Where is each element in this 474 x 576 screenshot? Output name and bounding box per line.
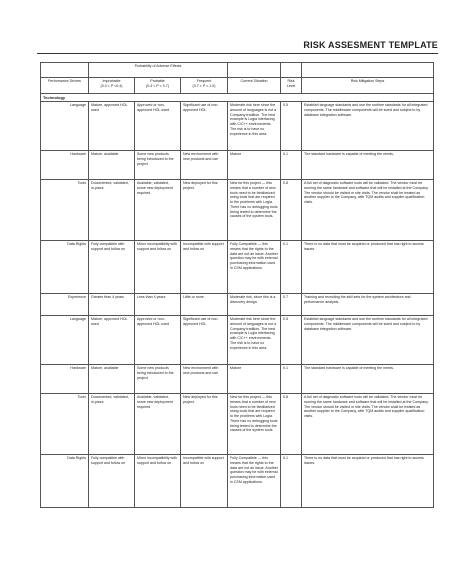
header-frequent (181, 78, 228, 94)
mitigation-cell: Training and recruiting the skill sets for the system architecture and performance analysis. (302, 294, 434, 316)
header-frequent-range: (0.7 < P < 1.0) (192, 83, 216, 88)
frequent-cell: Significant use of non-approved HOL (181, 316, 228, 365)
driver-cell: Language (41, 316, 89, 365)
table-row (41, 180, 434, 241)
header-probability: Probability of Adverse Effects (89, 63, 228, 78)
situation-cell: Moderate risk, since this is a discovery design. (228, 294, 281, 316)
section-row (41, 94, 434, 102)
risk-level-cell: 0.7 (281, 294, 302, 316)
mitigation-cell: Establish language standards and use the runtime standards for all integrated components. The middleware components will be sized and subject to by database integration software. (302, 102, 434, 151)
improbable-cell: Fully compatible with support and follow on (89, 241, 135, 294)
header-situation: Current Situation (228, 78, 281, 94)
improbable-cell: Fully compatible with support and follow on (89, 455, 135, 508)
improbable-cell: Mature, available (89, 365, 135, 394)
risk-level-cell: 0.5 (281, 102, 302, 151)
table-row (41, 394, 434, 455)
header-risk-level: Risk Level (281, 78, 302, 94)
header-probable-label: Probable (150, 79, 165, 83)
probable-cell: Minor incompatibility with support and follow on (135, 455, 181, 508)
probable-cell: Available, validated, some new deployment required (135, 180, 181, 241)
header-improbable (89, 78, 135, 94)
frequent-cell: Incompatible with support and follow on (181, 241, 228, 294)
situation-cell: Mature (228, 365, 281, 394)
situation-cell: Moderate risk here since the amount of languages is not a Company tradition. The best example is Logia interfacing with C/C++ environments. The risk is to have no experience in this area. (228, 316, 281, 365)
mitigation-cell: The standard hardware is capable of meeting the needs. (302, 151, 434, 180)
probable-cell: Less than 4 years (135, 294, 181, 316)
frequent-cell: New deployed for this project. (181, 180, 228, 241)
header-row-probability (41, 63, 434, 78)
page-title: RISK ASSESMENT TEMPLATE (303, 40, 438, 50)
table-row (41, 365, 434, 394)
risk-level-cell: 0.8 (281, 394, 302, 455)
improbable-cell: Greater than 4 years (89, 294, 135, 316)
probable-cell: Minor incompatibility with support and follow on (135, 241, 181, 294)
risk-level-cell: 0.1 (281, 455, 302, 508)
header-drivers: Performance Drivers (41, 78, 89, 94)
improbable-cell: Mature, approved HOL used (89, 316, 135, 365)
situation-cell: Mature (228, 151, 281, 180)
situation-cell: New for this project — this means that a number of new tools need to be familiarized using tools that are required to the problems with Logia. There has no debugging tools being tested to determine the causes of the system tools. (228, 180, 281, 241)
risk-assessment-table (40, 62, 434, 508)
improbable-cell: Mature, available (89, 151, 135, 180)
driver-cell: Tools (41, 394, 89, 455)
header-improbable-range: (0.0 < P <0.4) (100, 83, 123, 88)
driver-cell: Data Rights (41, 455, 89, 508)
situation-cell: Moderate risk here since the amount of languages is not a Company tradition. The best example is Logia interfacing with C/C++ environments. The risk is to have no experience in this area. (228, 102, 281, 151)
mitigation-cell: A full set of diagnostic software tools will be validated. The vendor must be running the same hardware and software that will be installed at the Company. The vendor should be visited or site visits. The vendor shall be treated as another supplier to the Company, with TQM audits and supplier qualification visits. (302, 394, 434, 455)
probable-cell: Available, validated, some new deployment required (135, 394, 181, 455)
header-probable (135, 78, 181, 94)
header-blank (41, 63, 89, 78)
table-row (41, 241, 434, 294)
frequent-cell: New environment with new products and use (181, 151, 228, 180)
frequent-cell: Incompatible with support and follow on (181, 455, 228, 508)
driver-cell: Experience (41, 294, 89, 316)
probable-cell: Approved or non-approved HOL used (135, 316, 181, 365)
risk-level-cell: 0.1 (281, 151, 302, 180)
probable-cell: Some new products being introduced to the project (135, 151, 181, 180)
risk-level-cell: 0.8 (281, 180, 302, 241)
table-row (41, 316, 434, 365)
table-row (41, 455, 434, 508)
driver-cell: Hardware (41, 151, 89, 180)
driver-cell: Data Rights (41, 241, 89, 294)
header-blank (228, 63, 281, 78)
driver-cell: Language (41, 102, 89, 151)
situation-cell: New for this project — this means that a number of new tools need to be familiarized using tools that are required to the problems with Logia. There has no debugging tools being tested to determine the causes of the system tools. (228, 394, 281, 455)
frequent-cell: Significant use of non-approved HOL (181, 102, 228, 151)
header-blank (281, 63, 302, 78)
improbable-cell: Mature, approved HOL used (89, 102, 135, 151)
header-frequent-label: Frequent (196, 79, 212, 83)
header-row-columns (41, 78, 434, 94)
probable-cell: Approved or non-approved HOL used (135, 102, 181, 151)
header-probable-range: (0.4 < P < 0.7) (146, 83, 169, 88)
risk-level-cell: 0.1 (281, 241, 302, 294)
title-divider (37, 53, 438, 54)
driver-cell: Tools (41, 180, 89, 241)
risk-level-cell: 0.1 (281, 365, 302, 394)
improbable-cell: Documented, validated, in-place (89, 180, 135, 241)
situation-cell: Fully Compatible — this means that the rights to the data are not an issue. Another question may be with external purchasing information used in CSM applications. (228, 455, 281, 508)
driver-cell: Hardware (41, 365, 89, 394)
header-blank (302, 63, 434, 78)
frequent-cell: New deployed for this project. (181, 394, 228, 455)
mitigation-cell: There is no data that must be acquired or produced that has right to access issues. (302, 241, 434, 294)
probable-cell: Some new products being introduced to the project (135, 365, 181, 394)
mitigation-cell: Establish language standards and use the runtime standards for all integrated components. The middleware components will be sized and subject to by database integration software. (302, 316, 434, 365)
section-technology: Technology (41, 94, 434, 102)
mitigation-cell: There is no data that must be acquired or produced that has right to access issues. (302, 455, 434, 508)
table-row (41, 151, 434, 180)
header-improbable-label: Improbable (102, 79, 121, 83)
mitigation-cell: A full set of diagnostic software tools will be validated. The vendor must be running the same hardware and software that will be installed at the Company. The vendor should be visited or site visits. The vendor shall be treated as another supplier to the Company, with TQM audits and supplier qualification visits. (302, 180, 434, 241)
mitigation-cell: The standard hardware is capable of meeting the needs. (302, 365, 434, 394)
table-row (41, 102, 434, 151)
table-row (41, 294, 434, 316)
risk-level-cell: 0.5 (281, 316, 302, 365)
situation-cell: Fully Compatible — this means that the rights to the data are not an issue. Another question may be with external purchasing information used in CSM applications. (228, 241, 281, 294)
improbable-cell: Documented, validated, in-place (89, 394, 135, 455)
frequent-cell: Little or none. (181, 294, 228, 316)
frequent-cell: New environment with new products and use (181, 365, 228, 394)
header-mitigation: Risk Mitigation Steps (302, 78, 434, 94)
